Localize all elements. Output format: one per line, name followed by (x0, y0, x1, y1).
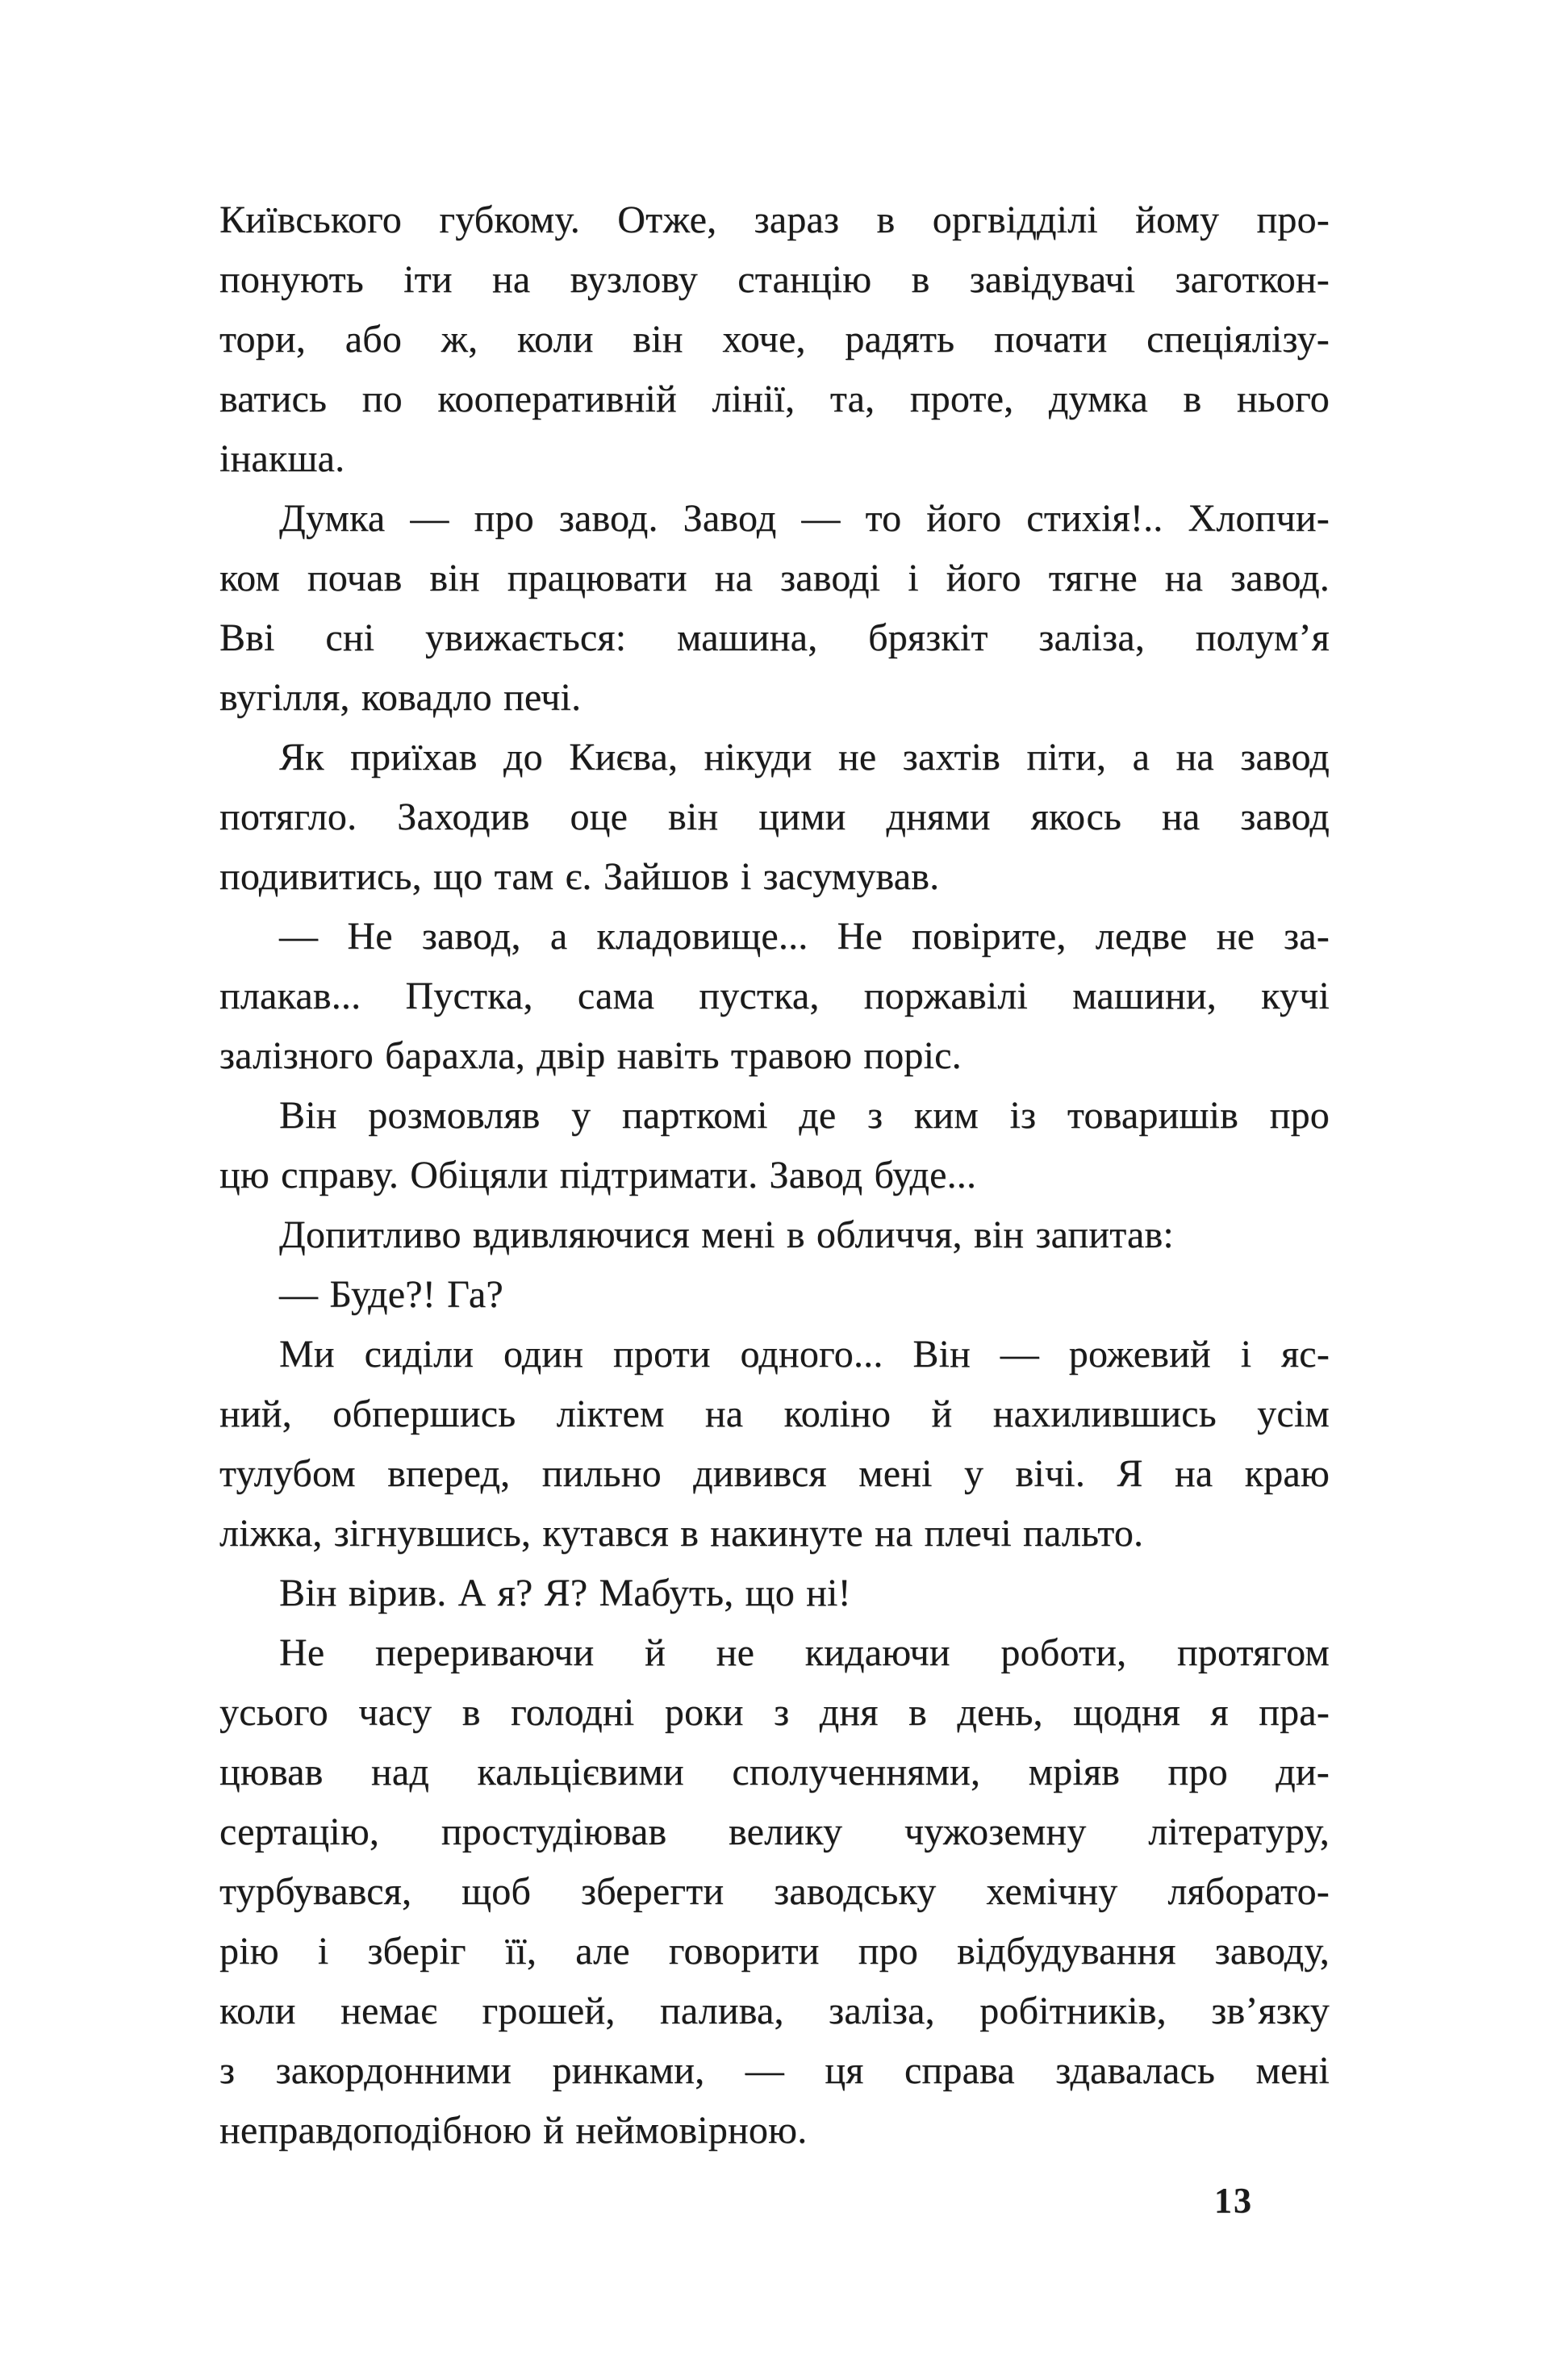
text-line: Він розмовляв у парткомі де з ким із товаришів про (279, 1094, 1330, 1137)
text-line: ний, обпершись ліктем на коліно й нахилившись усім (219, 1393, 1330, 1435)
text-line: Допитливо вдивляючися мені в обличчя, він запитав: (279, 1213, 1174, 1256)
text-line: ком почав він працювати на заводі і його тягне на завод. (219, 557, 1330, 599)
text-line: сертацію, простудіював велику чужоземну літературу, (219, 1810, 1330, 1853)
text-line: Не перериваючи й не кидаючи роботи, протягом (279, 1631, 1330, 1674)
text-line: коли немає грошей, палива, заліза, робітників, зв’язку (219, 1990, 1330, 2032)
text-line: Ми сиділи один проти одного... Він — рожевий і яс- (279, 1333, 1330, 1376)
text-line: тулубом вперед, пильно дивився мені у вічі. Я на краю (219, 1452, 1330, 1495)
text-line: Київського губкому. Отже, зараз в оргвідділі йому про- (219, 198, 1330, 241)
text-line: усього часу в голодні роки з дня в день, щодня я пра- (219, 1691, 1330, 1734)
page-text (219, 190, 1330, 2161)
text-line: Як приїхав до Києва, нікуди не захтів піти, а на завод (279, 736, 1330, 779)
text-line: плакав... Пустка, сама пустка, поржавілі машини, кучі (219, 975, 1330, 1017)
text-line: подивитись, що там є. Зайшов і засумував. (219, 855, 940, 898)
text-line: ліжка, зігнувшись, кутався в накинуте на плечі пальто. (219, 1512, 1144, 1555)
text-line: Вві сні увижається: машина, брязкіт заліза, полум’я (219, 616, 1330, 659)
text-line: ватись по кооперативній лінії, та, проте, думка в нього (219, 378, 1330, 420)
text-line: цю справу. Обіцяли підтримати. Завод буде... (219, 1154, 977, 1196)
text-line: — Буде?! Га? (279, 1273, 503, 1316)
text-line: потягло. Заходив оце він цими днями якось на завод (219, 795, 1330, 838)
text-line: неправдоподібною й неймовірною. (219, 2109, 808, 2152)
page-number: 13 (1214, 2181, 1253, 2220)
text-line: рію і зберіг її, але говорити про відбудування заводу, (219, 1930, 1330, 1973)
text-line: залізного барахла, двір навіть травою поріс. (219, 1034, 962, 1077)
text-line: Він вірив. А я? Я? Мабуть, що ні! (279, 1572, 851, 1614)
text-line: тори, або ж, коли він хоче, радять почати спеціялізу- (219, 318, 1330, 361)
text-line: — Не завод, а кладовище... Не повірите, ледве не за- (279, 915, 1330, 958)
text-line: турбувався, щоб зберегти заводську хемічну ляборато- (219, 1870, 1330, 1913)
text-line: вугілля, ковадло печі. (219, 676, 582, 719)
text-line: з закордонними ринками, — ця справа здавалась мені (219, 2049, 1330, 2092)
text-line: цював над кальцієвими сполученнями, мріяв про ди- (219, 1751, 1330, 1793)
text-line: Думка — про завод. Завод — то його стихія!.. Хлопчи- (279, 497, 1330, 540)
text-line: інакша. (219, 437, 345, 480)
text-line: понують іти на вузлову станцію в завідувачі заготкон- (219, 258, 1330, 301)
